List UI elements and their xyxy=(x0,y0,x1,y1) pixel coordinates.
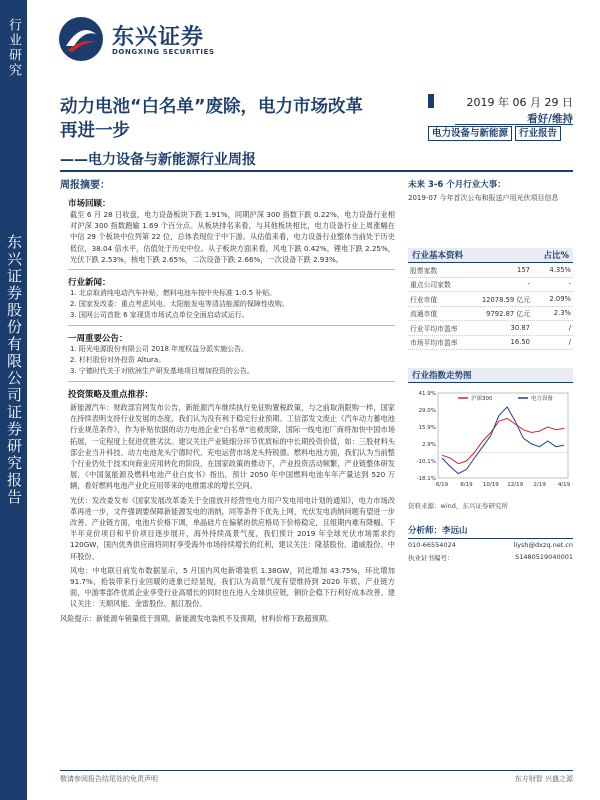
x-tick-label: 4/19 xyxy=(557,482,571,488)
basic-info-header xyxy=(408,248,573,263)
x-tick-label: 10/19 xyxy=(482,482,499,488)
report-date: 2019 年 06 月 29 日 xyxy=(466,96,573,109)
right-column xyxy=(408,178,573,563)
row-key: 重点公司家数 xyxy=(410,281,451,290)
row-value: 16.50 xyxy=(510,338,530,347)
pv-strategy-text: 光伏：发改委发布《国家发展改革委关于全面放开经营性电力用户发电用电计划的通知》，电力市场改革再进一步，文件强调要保障新能源发电的消纳，同等条件下优先上网，光伏发电消纳问题有望进一步改善。产业链方面，电池片价格下调，单晶硅片在偏紧的供应格局下价格稳定，且组期内难有降幅。下半年竞价项目和平价项目逐步展开，海外持续高景气度，我们预计 2019 年全球光伏市场需求约 120GW，国内优秀供应商将同时享受海外市场持续增长的红利，建议关注：隆基股份、通威股份、中环股份。 xyxy=(70,495,395,561)
industry-news-title: 行业新闻： xyxy=(68,278,111,289)
table-row xyxy=(408,292,573,307)
announcement-item: 3. 宁德时代关于对欧洲生产研发基地项目增加投资的公告。 xyxy=(70,367,254,376)
announcement-title: 一周重要公告： xyxy=(68,334,128,345)
footer-slogan: 东方财智 兴盛之源 xyxy=(514,775,573,783)
row-pct: 2.3% xyxy=(553,309,571,318)
legend-label: 电力设备 xyxy=(531,396,554,402)
row-key: 流通市值 xyxy=(410,310,438,319)
row-pct: 2.09% xyxy=(549,294,571,303)
basic-info-title: 行业基本资料 xyxy=(412,251,464,261)
basic-info-col: 占比% xyxy=(543,251,569,261)
y-tick-label: -10.1% xyxy=(416,459,436,465)
row-key: 行业平均市盈率 xyxy=(410,324,458,333)
index-chart-header xyxy=(408,368,573,383)
sidebar-company-label: 东兴证券股份有限公司证券研究报告 xyxy=(0,95,27,615)
x-tick-label: 6/19 xyxy=(435,482,449,488)
table-row xyxy=(408,307,573,322)
upcoming-events-title: 未来 3-6 个月行业大事： xyxy=(408,180,506,190)
index-chart-title: 行业指数走势图 xyxy=(412,371,472,381)
series-line-0 xyxy=(442,418,564,463)
report-tags xyxy=(428,126,561,141)
news-item: 1. 北京取消纯电动汽车补贴，燃料电池车按中央标准 1:0.5 补贴。 xyxy=(70,289,277,298)
legend-label: 沪深300 xyxy=(471,396,493,402)
y-tick-label: 41.9% xyxy=(418,391,436,397)
type-tag: 行业报告 xyxy=(515,126,561,141)
industry-tag: 电力设备与新能源 xyxy=(428,126,512,141)
section-divider xyxy=(68,269,395,270)
news-item: 3. 国网公司首批 6 家现货市场试点单位全面启动试运行。 xyxy=(70,311,249,320)
footer-divider xyxy=(60,770,573,771)
analyst-cert-label: 执业证书编号： xyxy=(408,553,454,562)
ev-strategy-text: 新能源汽车：财政部官网发布公告，新能源汽车继续执行免征购置税政策，与之前取消限购一样，国家在持续表明支持行业发展的态度，我们认为没有利于稳定行业预期。工信部发文废止《汽车动力蓄电池行业规范条件》，作为补贴依据的动力电池企业“白名单”也被废除，国际一线电池厂商将加快中国市场拓展，一定程度上促进优胜劣汰。建议关注产业链细分环节优质标的中长期投资价值，如：三股材料头部企业当升科技、动力电池龙头宁德时代、充电运营市场龙头特锐德。燃料电池方面，我们认为当前整个行业仍处于技术向商业应用转化的阶段，在国家政策的推动下，产业投资活动频繁，产业链整体研发展，《中国氢能源及燃料电池产业白皮书》指出，预计 2050 年中国燃料电池车年产量达到 520 万辆，看好燃料电池产业化应用带来的电推需求的增长空间。 xyxy=(70,403,395,491)
company-logo xyxy=(58,16,258,66)
footer-disclaimer: 敬请参阅报告结尾处的免责声明 xyxy=(60,775,158,783)
risk-text: 风险提示：新能源车销量低于预期，新能源发电装机不及预期，材料价格下跌超预期。 xyxy=(60,613,334,623)
row-value: 30.87 xyxy=(510,323,530,332)
row-value: 157 xyxy=(517,265,530,274)
y-tick-label: 2.9% xyxy=(422,442,436,448)
analyst-email[interactable]: liysh@dxzq.net.cn xyxy=(513,541,573,549)
market-review-title: 市场回顾： xyxy=(68,199,111,209)
chart-frame xyxy=(438,393,568,478)
logo-name: 东兴证券 xyxy=(112,25,205,50)
market-review-text: 截至 6 月 28 日收盘，电力设备板块下跌 1.91%，同期沪深 300 指数下跌 0.22%，电力设备行业相对沪深 300 指数跑输 1.69 个百分点。从板块排名来看，与其他板块相比，电力设备行业上周涨幅在中信 29 个板块中位列第 22 位，总体表现位于中下游。从估值来看，电力设备行业整体当前处于历史低位，38.04 倍水平，估值处于历史中位。从子板块方面来看，风电下跌 0.42%，锂电下跌 2.25%，光伏下跌 2.53%，核电下跌 2.65%，二次设备下跌 2.66%，一次设备下跌 2.93%。 xyxy=(70,210,395,264)
index-trend-chart xyxy=(408,383,573,495)
table-row xyxy=(408,278,573,293)
analyst-title: 分析师：李远山 xyxy=(408,524,573,539)
logo-subtitle: DONGXING SECURITIES xyxy=(112,48,215,56)
row-pct: / xyxy=(568,323,571,332)
series-line-1 xyxy=(442,407,564,474)
row-pct: 4.35% xyxy=(549,265,571,274)
table-row xyxy=(408,263,573,278)
row-value: 12078.59 亿元 xyxy=(481,295,530,304)
strategy-title: 投资策略及重点推荐： xyxy=(68,390,154,401)
report-title: 动力电池“白名单”废除，电力市场改革再进一步 xyxy=(60,97,364,141)
analyst-cert-row xyxy=(408,551,573,563)
sidebar-top-label: 行业研究 xyxy=(0,0,27,85)
rating-label: 看好/维持 xyxy=(455,111,573,125)
main-column xyxy=(60,176,395,624)
row-value: - xyxy=(527,280,530,289)
y-tick-label: 29.0% xyxy=(418,408,436,414)
report-subtitle: ——电力设备与新能源行业周报 xyxy=(60,152,256,168)
logo-emblem-icon xyxy=(58,16,104,62)
summary-label: 周报摘要： xyxy=(60,180,110,191)
chart-source: 资料来源：wind，东兴证券研究所 xyxy=(408,502,508,510)
row-pct: / xyxy=(568,338,571,347)
row-key: 市场平均市盈率 xyxy=(410,339,458,348)
analyst-phone: 010-66554024 xyxy=(408,541,456,549)
row-pct: - xyxy=(568,280,571,289)
row-value: 9792.87 亿元 xyxy=(486,310,530,319)
x-tick-label: 2/19 xyxy=(533,482,546,488)
upcoming-events-text: 2019-07 今年首次公布和报送户用光伏项目信息 xyxy=(408,194,559,202)
x-tick-label: 8/19 xyxy=(460,482,473,488)
header-divider xyxy=(60,170,573,172)
row-key: 股票家数 xyxy=(410,266,438,275)
row-key: 行业市值 xyxy=(410,295,438,304)
announcement-item: 2. 杉杉股份对外投资 Altura。 xyxy=(70,356,166,365)
news-item: 2. 国家发改委：重点考虑风电、太阳能发电等清洁能源的保障性收购。 xyxy=(70,300,289,309)
announcement-item: 1. 阳光电源股份有限公司 2018 年度权益分派实施公告。 xyxy=(70,345,249,354)
table-row xyxy=(408,321,573,336)
analyst-cert: S1480519040001 xyxy=(515,553,573,561)
x-tick-label: 12/19 xyxy=(507,482,524,488)
section-divider xyxy=(68,325,395,326)
wind-strategy-text: 风电：中电联日前发布数据显示，5 月国内风电新增装机 1.38GW，同比增加 43.75%，环比增加 91.7%，抢装带来行业回暖的迹象已经显现，我们认为高景气度有望维持到 2020 年底。产业链方面，中游零部件优质企业享受行业高增长的同时也在进入全球供应链，铜价企稳下行利好成本改善。建议关注：天顺风能、金雷股份、振江股份。 xyxy=(70,565,395,609)
section-divider xyxy=(68,381,395,382)
table-row xyxy=(408,336,573,351)
y-tick-label: -18.1% xyxy=(416,476,436,482)
analyst-contact-row xyxy=(408,539,573,551)
y-tick-label: 15.9% xyxy=(418,425,436,431)
